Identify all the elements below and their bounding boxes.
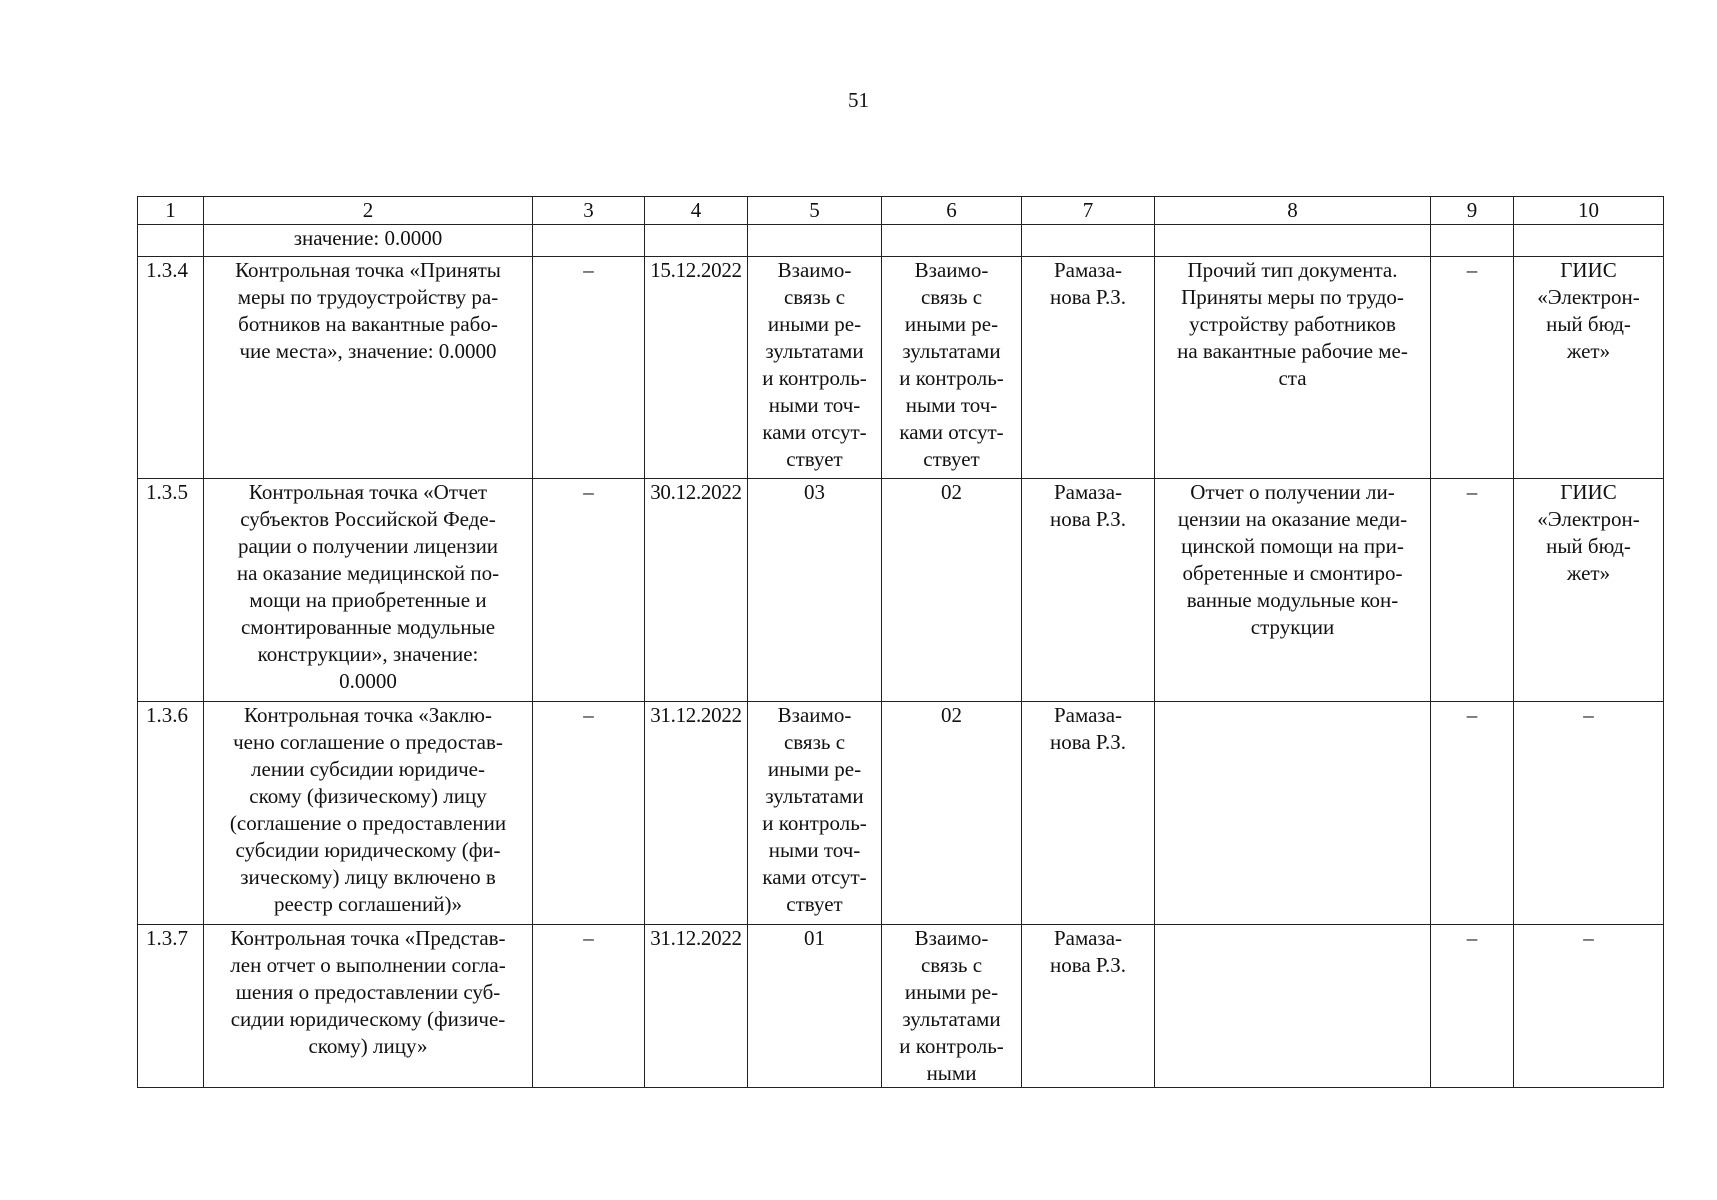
responsible-cell: Рамаза- нова Р.З. (1022, 925, 1155, 1088)
system-cell: – (1514, 702, 1664, 925)
page-number: 51 (848, 88, 869, 112)
col9-cell: – (1431, 257, 1514, 479)
row-number-cell: 1.3.6 (138, 702, 204, 925)
col3-cell: – (533, 702, 645, 925)
table-cell (533, 225, 645, 257)
description-cell: Контрольная точка «Приняты меры по трудоустройству ра- ботников на вакантные рабо- чие места», значение: 0.0000 (204, 257, 533, 479)
column-header: 9 (1431, 197, 1514, 225)
date-cell: 31.12.2022 (645, 702, 748, 925)
col6-cell: Взаимо- связь с иными ре- зультатами и контроль- ными точ- ками отсут- ствует (882, 257, 1022, 479)
document-cell (1155, 925, 1431, 1088)
description-cell: Контрольная точка «Отчет субъектов Российской Феде- рации о получении лицензии на оказание медицинской по- мощи на приобретенные и смонтированные модульные конструкции», значение: 0.0000 (204, 479, 533, 702)
table-row (138, 702, 1664, 925)
col5-cell: 03 (748, 479, 882, 702)
column-header: 6 (882, 197, 1022, 225)
column-header: 1 (138, 197, 204, 225)
table-cell (1155, 225, 1431, 257)
document-cell: Отчет о получении ли- цензии на оказание меди- цинской помощи на при- обретенные и смонтиро- ванные модульные кон- струкции (1155, 479, 1431, 702)
table-body (138, 197, 1664, 1088)
column-header: 7 (1022, 197, 1155, 225)
control-points-table (137, 196, 1664, 1088)
responsible-cell: Рамаза- нова Р.З. (1022, 257, 1155, 479)
table-cell (138, 225, 204, 257)
col3-cell: – (533, 479, 645, 702)
table-row (138, 925, 1664, 1088)
column-number-row (138, 197, 1664, 225)
col3-cell: – (533, 925, 645, 1088)
system-cell: ГИИС «Электрон- ный бюд- жет» (1514, 257, 1664, 479)
column-header: 8 (1155, 197, 1431, 225)
column-header: 2 (204, 197, 533, 225)
document-cell (1155, 702, 1431, 925)
col6-cell: Взаимо- связь с иными ре- зультатами и контроль- ными (882, 925, 1022, 1088)
table-cell (882, 225, 1022, 257)
column-header: 5 (748, 197, 882, 225)
description-cell: Контрольная точка «Заклю- чено соглашение о предостав- лении субсидии юридиче- скому (физическому) лицу (соглашение о предоставлении субсидии юридическому (фи- зическому) лицу включено в реестр соглашений)» (204, 702, 533, 925)
col9-cell: – (1431, 925, 1514, 1088)
table-cell: значение: 0.0000 (204, 225, 533, 257)
column-header: 3 (533, 197, 645, 225)
row-number-cell: 1.3.5 (138, 479, 204, 702)
col5-cell: Взаимо- связь с иными ре- зультатами и контроль- ными точ- ками отсут- ствует (748, 257, 882, 479)
row-number-cell: 1.3.4 (138, 257, 204, 479)
column-header: 10 (1514, 197, 1664, 225)
date-cell: 30.12.2022 (645, 479, 748, 702)
col6-cell: 02 (882, 702, 1022, 925)
table-row (138, 479, 1664, 702)
col9-cell: – (1431, 479, 1514, 702)
row-number-cell: 1.3.7 (138, 925, 204, 1088)
table-cell (1022, 225, 1155, 257)
system-cell: – (1514, 925, 1664, 1088)
col5-cell: Взаимо- связь с иными ре- зультатами и контроль- ными точ- ками отсут- ствует (748, 702, 882, 925)
table-cell (645, 225, 748, 257)
document-cell: Прочий тип документа. Приняты меры по трудо- устройству работников на вакантные рабочие ме- ста (1155, 257, 1431, 479)
col9-cell: – (1431, 702, 1514, 925)
description-cell: Контрольная точка «Представ- лен отчет о выполнении согла- шения о предоставлении суб- сидии юридическому (физиче- скому) лицу» (204, 925, 533, 1088)
table-cell (748, 225, 882, 257)
continuation-row (138, 225, 1664, 257)
responsible-cell: Рамаза- нова Р.З. (1022, 479, 1155, 702)
date-cell: 15.12.2022 (645, 257, 748, 479)
responsible-cell: Рамаза- нова Р.З. (1022, 702, 1155, 925)
table-cell (1431, 225, 1514, 257)
table-row (138, 257, 1664, 479)
col3-cell: – (533, 257, 645, 479)
col5-cell: 01 (748, 925, 882, 1088)
system-cell: ГИИС «Электрон- ный бюд- жет» (1514, 479, 1664, 702)
table-cell (1514, 225, 1664, 257)
col6-cell: 02 (882, 479, 1022, 702)
column-header: 4 (645, 197, 748, 225)
date-cell: 31.12.2022 (645, 925, 748, 1088)
